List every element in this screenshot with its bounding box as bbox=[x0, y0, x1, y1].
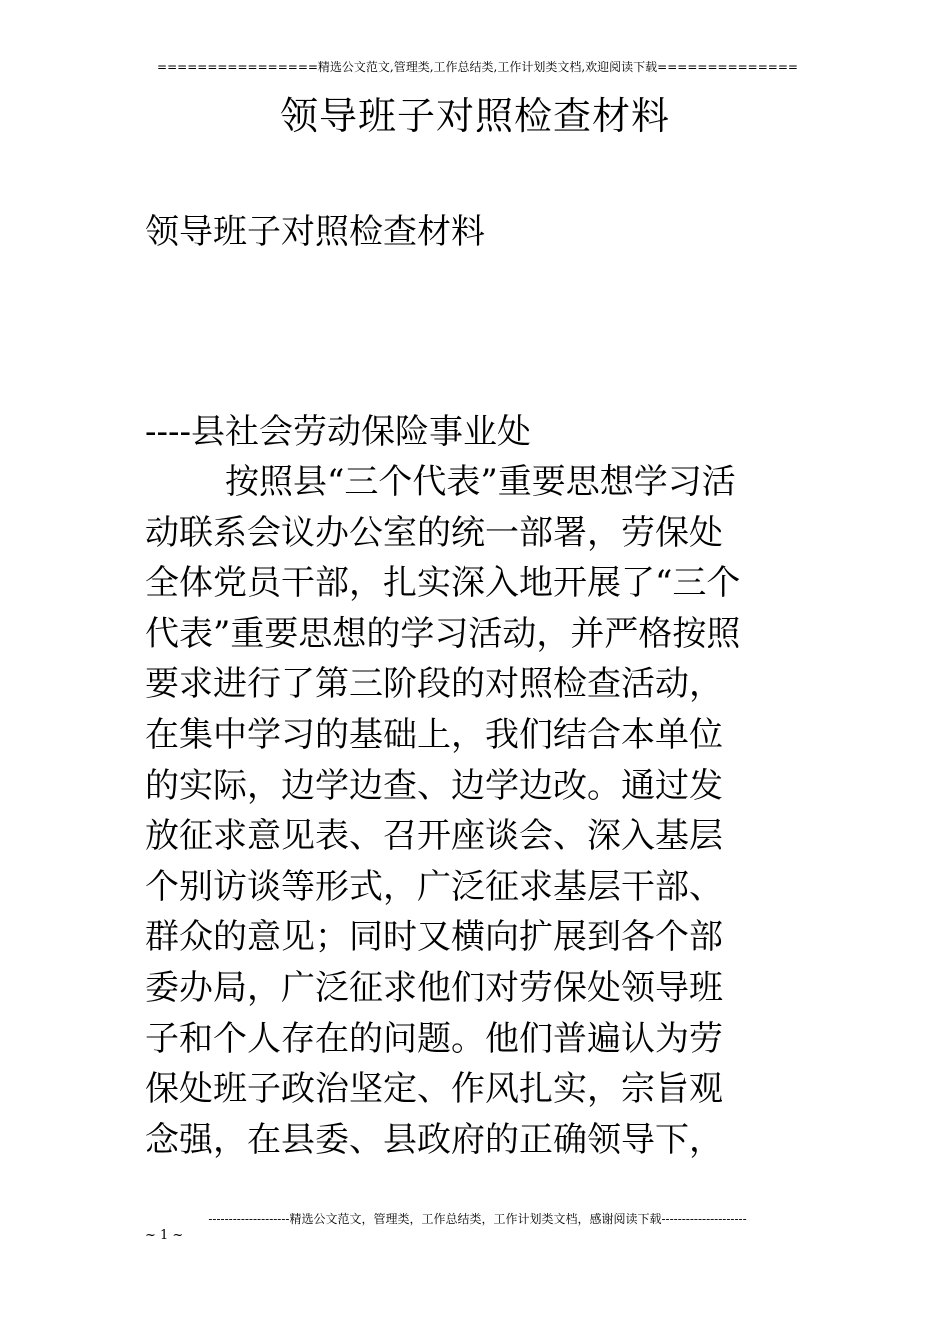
body-line: 委办局，广泛征求他们对劳保处领导班 bbox=[145, 967, 723, 1008]
body-line: 动联系会议办公室的统一部署，劳保处 bbox=[145, 512, 723, 553]
body-line: 的实际，边学边查、边学边改。通过发 bbox=[145, 765, 723, 806]
body-line: 要求进行了第三阶段的对照检查活动， bbox=[145, 664, 723, 705]
document-title: 领导班子对照检查材料 bbox=[279, 94, 670, 138]
body-line: 按照县“三个代表”重要思想学习活 bbox=[225, 462, 736, 502]
body-line: 保处班子政治坚定、作风扎实，宗旨观 bbox=[145, 1069, 723, 1110]
body-line: 个别访谈等形式，广泛征求基层干部、 bbox=[145, 866, 723, 907]
body-line: 子和个人存在的问题。他们普遍认为劳 bbox=[145, 1018, 723, 1059]
body-text bbox=[145, 457, 807, 1165]
body-line: 代表”重要思想的学习活动，并严格按照 bbox=[145, 613, 741, 654]
header-banner: ================精选公文范文,管理类,工作总结类,工作计划类文档,欢迎阅读下载============== bbox=[157, 60, 798, 74]
body-line: 在集中学习的基础上，我们结合本单位 bbox=[145, 714, 723, 755]
document-subtitle: 领导班子对照检查材料 bbox=[145, 212, 485, 252]
footer-banner: --------------------精选公文范文，管理类，工作总结类，工作计划类文档，感谢阅读下载--------------------- bbox=[208, 1212, 747, 1226]
body-line: 群众的意见；同时又横向扩展到各个部 bbox=[145, 917, 723, 958]
body-line: 念强，在县委、县政府的正确领导下， bbox=[145, 1119, 723, 1160]
body-line: 全体党员干部，扎实深入地开展了“三个 bbox=[145, 563, 741, 604]
organization-line: ----县社会劳动保险事业处 bbox=[145, 412, 531, 452]
page-number: ~ 1 ~ bbox=[145, 1228, 184, 1243]
body-line: 放征求意见表、召开座谈会、深入基层 bbox=[145, 816, 723, 857]
